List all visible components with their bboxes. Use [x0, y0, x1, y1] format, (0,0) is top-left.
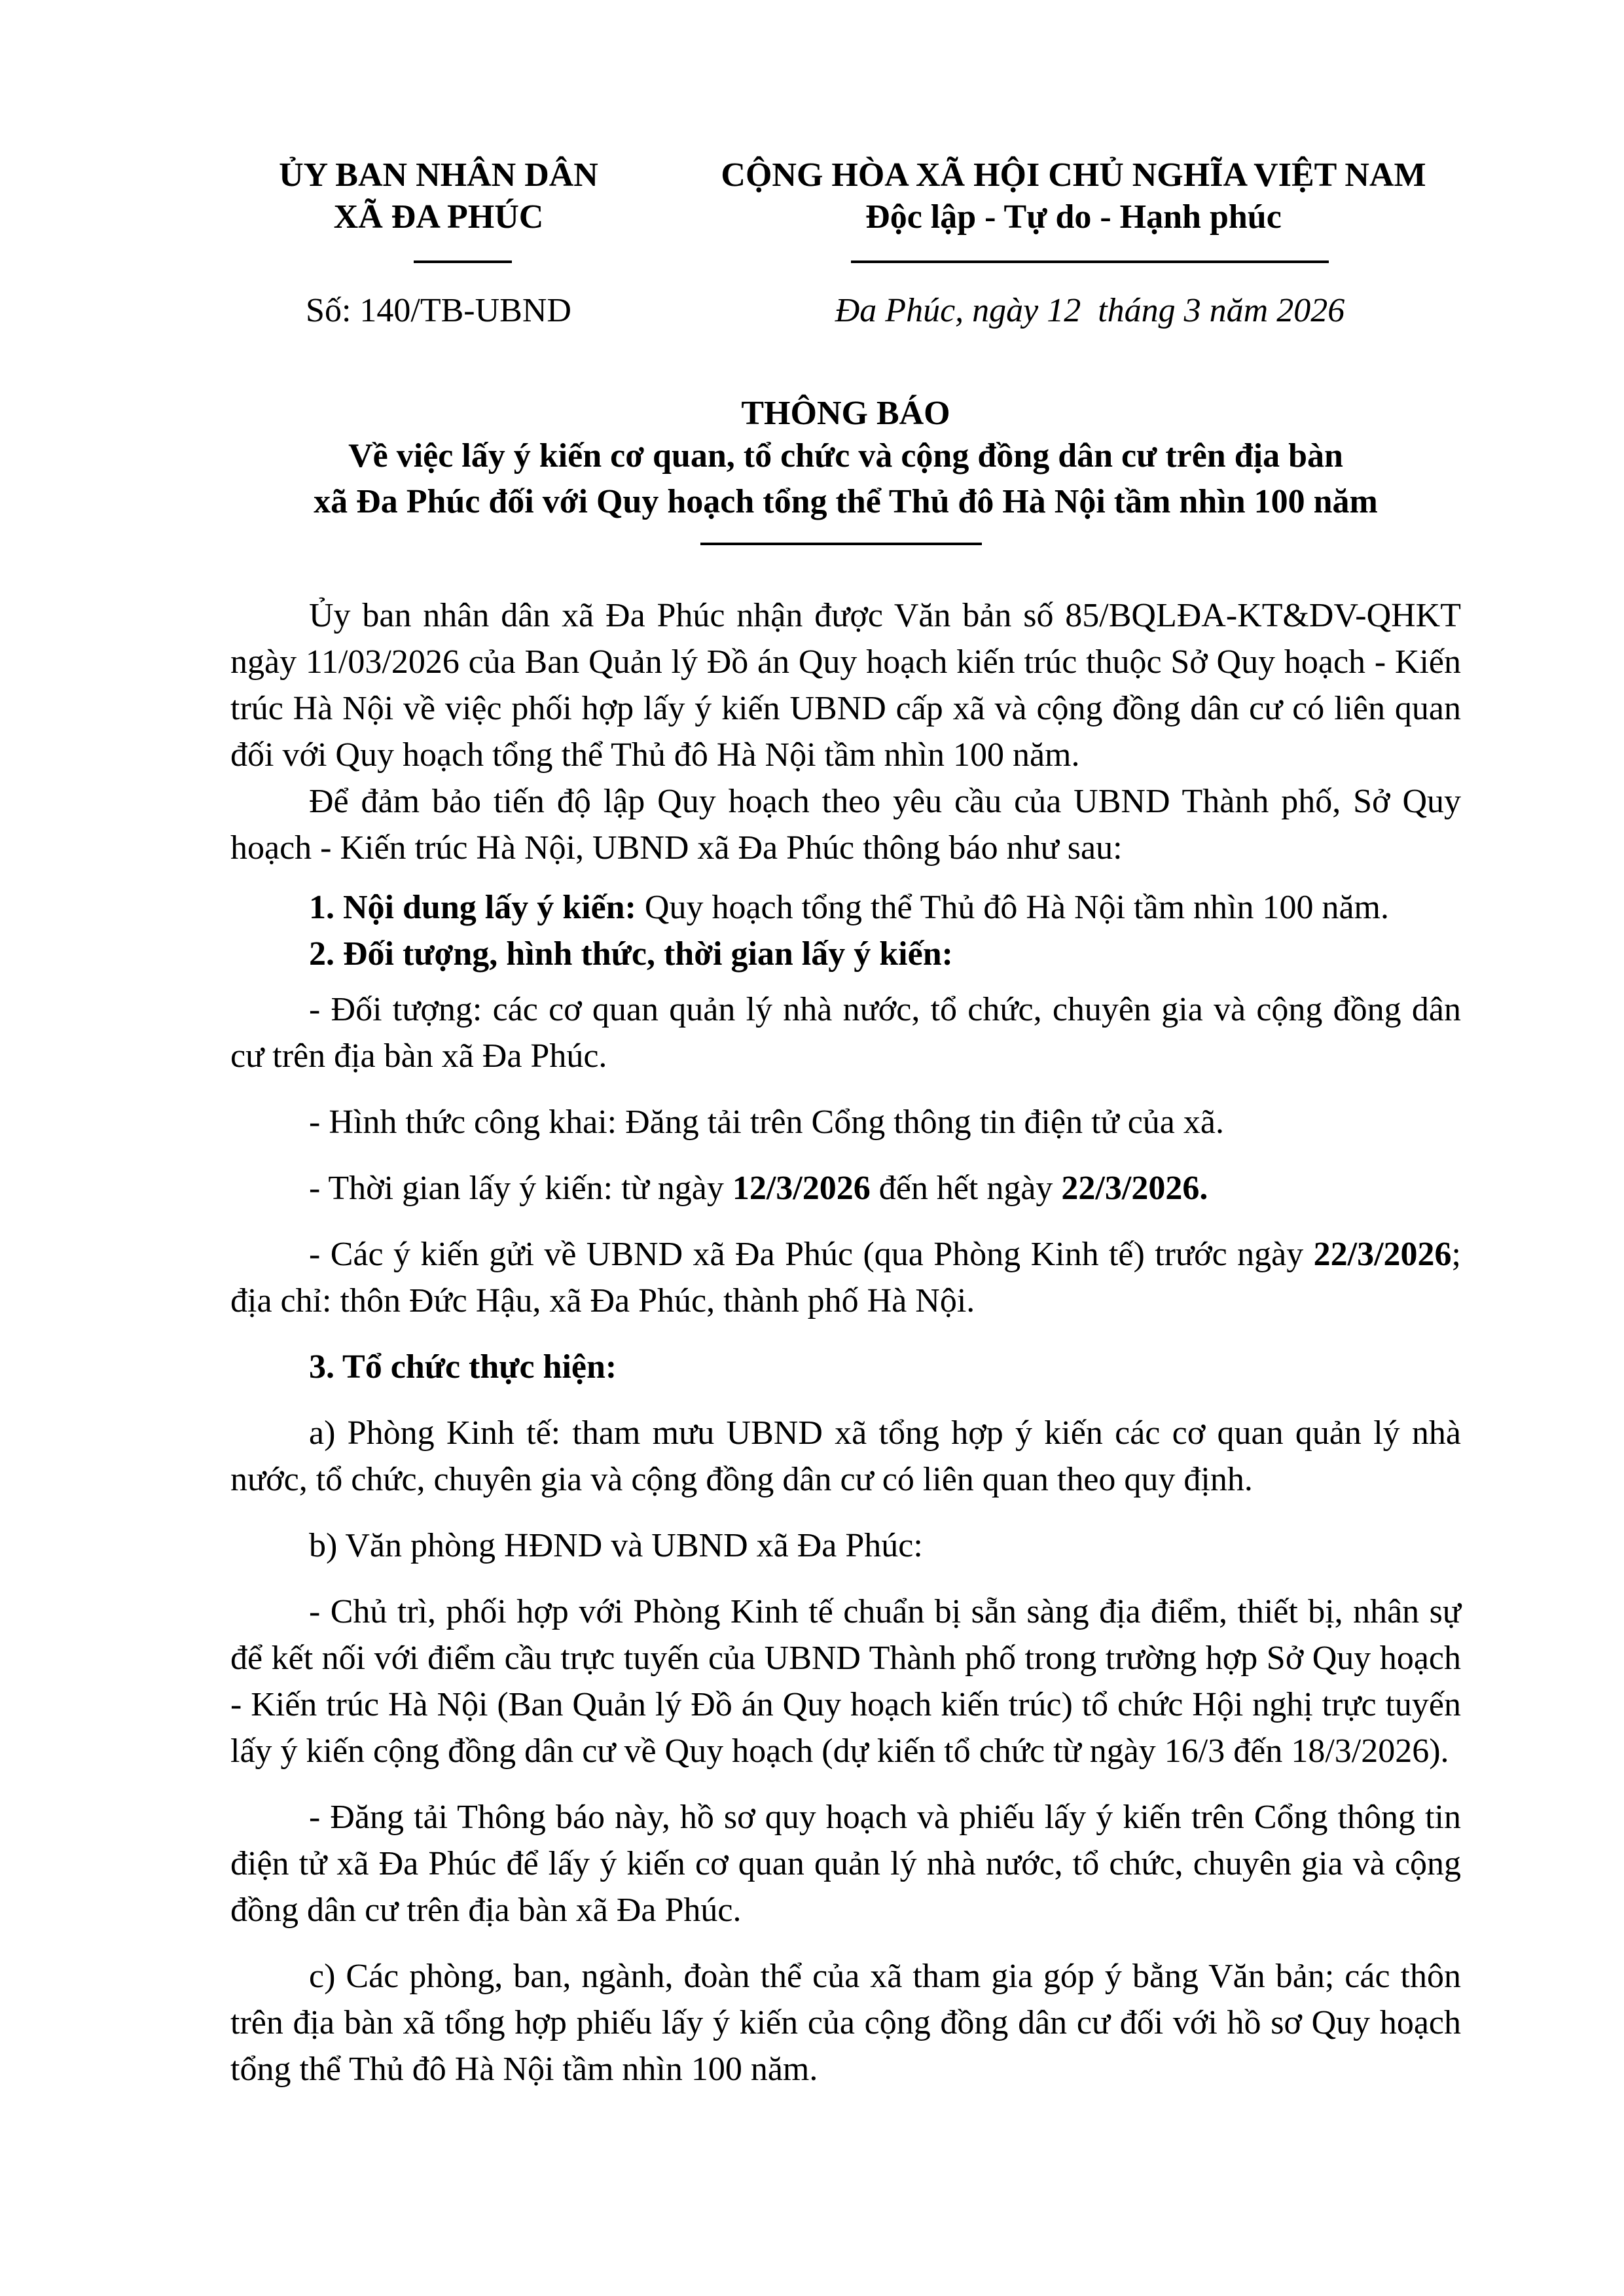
- national-motto: [687, 154, 1460, 238]
- purpose-paragraph: Để đảm bảo tiến độ lập Quy hoạch theo yêu cầu của UBND Thành phố, Sở Quy hoạch - Kiến trúc Hà Nội, UBND xã Đa Phúc thông báo như sau:: [230, 783, 1461, 867]
- section-2-subjects: - Đối tượng: các cơ quan quản lý nhà nước, tổ chức, chuyên gia và cộng đồng dân cư trên địa bàn xã Đa Phúc.: [230, 991, 1461, 1075]
- section-3-b-2: - Đăng tải Thông báo này, hồ sơ quy hoạch và phiếu lấy ý kiến trên Cổng thông tin điện tử xã Đa Phúc để lấy ý kiến cơ quan quản lý nhà nước, tổ chức, chuyên gia và cộng đồng dân cư trên địa bàn xã Đa Phúc.: [230, 1799, 1461, 1929]
- section-2-time: [230, 1165, 1461, 1211]
- subject-line-2: xã Đa Phúc đối với Quy hoạch tổng thể Thủ đô Hà Nội tầm nhìn 100 năm: [314, 483, 1378, 520]
- send-prefix: - Các ý kiến gửi về UBND xã Đa Phúc (qua Phòng Kinh tế) trước ngày: [309, 1236, 1314, 1273]
- section-3-c: c) Các phòng, ban, ngành, đoàn thể của xã tham gia góp ý bằng Văn bản; các thôn trên địa bàn xã tổng hợp phiếu lấy ý kiến của cộng đồng dân cư đối với hồ sơ Quy hoạch tổng thể Thủ đô Hà Nội tầm nhìn 100 năm.: [230, 1958, 1461, 2088]
- place-and-date: Đa Phúc, ngày 12 tháng 3 năm 2026: [835, 292, 1345, 329]
- agency-line-2: XÃ ĐA PHÚC: [333, 198, 544, 236]
- send-suffix: ; địa chỉ: thôn Đức Hậu, xã Đa Phúc, thành phố Hà Nội.: [230, 1236, 1461, 1319]
- section-2-heading: 2. Đối tượng, hình thức, thời gian lấy ý kiến:: [309, 935, 953, 973]
- nation-line-1: CỘNG HÒA XÃ HỘI CHỦ NGHĨA VIỆT NAM: [721, 156, 1426, 194]
- time-to: 22/3/2026.: [1061, 1170, 1208, 1207]
- section-1: [230, 884, 1461, 931]
- subject-line-1: Về việc lấy ý kiến cơ quan, tổ chức và cộng đồng dân cư trên địa bàn: [348, 437, 1343, 475]
- section-1-label: 1. Nội dung lấy ý kiến:: [309, 889, 636, 926]
- title-underline: [700, 543, 982, 545]
- agency-line-1: ỦY BAN NHÂN DÂN: [279, 156, 598, 194]
- section-1-text: Quy hoạch tổng thể Thủ đô Hà Nội tầm nhìn 100 năm.: [636, 889, 1389, 926]
- section-2-send: [230, 1231, 1461, 1324]
- section-3-heading: 3. Tổ chức thực hiện:: [309, 1348, 617, 1386]
- notice-body: [230, 592, 1461, 2092]
- issuing-agency: [255, 154, 622, 238]
- nation-line-2: Độc lập - Tự do - Hạnh phúc: [865, 198, 1282, 236]
- time-from: 12/3/2026: [732, 1170, 871, 1207]
- notice-title: THÔNG BÁO: [741, 395, 950, 432]
- time-mid: đến hết ngày: [870, 1170, 1062, 1207]
- section-3-a: a) Phòng Kinh tế: tham mưu UBND xã tổng hợp ý kiến các cơ quan quản lý nhà nước, tổ chức, chuyên gia và cộng đồng dân cư có liên quan theo quy định.: [230, 1414, 1461, 1498]
- section-2-form: - Hình thức công khai: Đăng tải trên Cổng thông tin điện tử của xã.: [309, 1103, 1224, 1141]
- document-number: Số: 140/TB-UBND: [306, 292, 571, 329]
- notice-subject: [165, 433, 1526, 525]
- intro-paragraph: Ủy ban nhân dân xã Đa Phúc nhận được Văn bản số 85/BQLĐA-KT&DV-QHKT ngày 11/03/2026 của Ban Quản lý Đồ án Quy hoạch kiến trúc thuộc Sở Quy hoạch - Kiến trúc Hà Nội về việc phối hợp lấy ý kiến UBND cấp xã và cộng đồng dân cư có liên quan đối với Quy hoạch tổng thể Thủ đô Hà Nội tầm nhìn 100 năm.: [230, 597, 1461, 774]
- agency-underline: [414, 260, 512, 263]
- motto-underline: [851, 260, 1329, 263]
- section-3-b: b) Văn phòng HĐND và UBND xã Đa Phúc:: [309, 1527, 923, 1564]
- time-prefix: - Thời gian lấy ý kiến: từ ngày: [309, 1170, 732, 1207]
- send-date: 22/3/2026: [1313, 1236, 1452, 1273]
- section-3-b-1: - Chủ trì, phối hợp với Phòng Kinh tế chuẩn bị sẵn sàng địa điểm, thiết bị, nhân sự để kết nối với điểm cầu trực tuyến của UBND Thành phố trong trường hợp Sở Quy hoạch - Kiến trúc Hà Nội (Ban Quản lý Đồ án Quy hoạch kiến trúc) tổ chức Hội nghị trực tuyến lấy ý kiến cộng đồng dân cư về Quy hoạch (dự kiến tổ chức từ ngày 16/3 đến 18/3/2026).: [230, 1593, 1461, 1770]
